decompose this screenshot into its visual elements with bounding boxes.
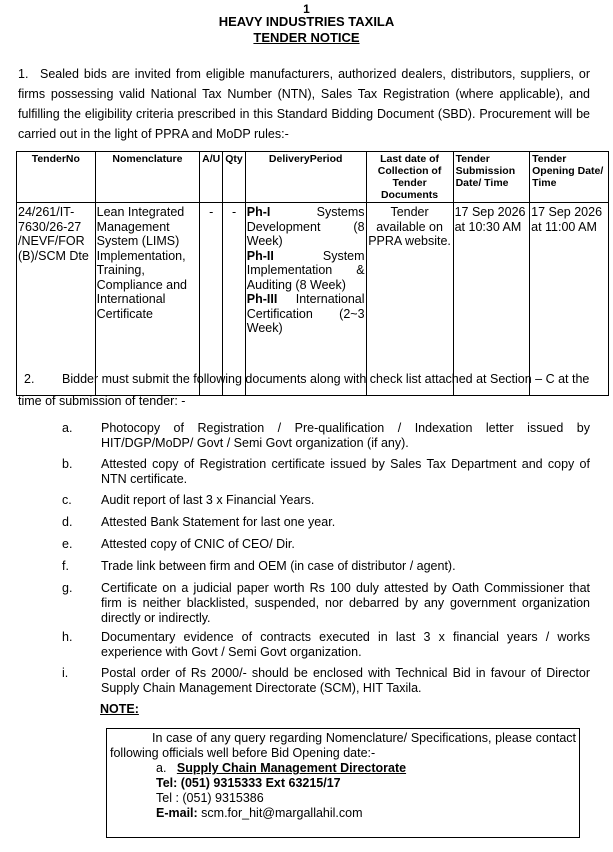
note-heading: NOTE: [100, 702, 139, 716]
list-item-text: Audit report of last 3 x Financial Years. [101, 493, 315, 507]
note-contact-title-line [156, 761, 576, 776]
nomenclature-cell: Lean Integrated Management System (LIMS) Implementation, Training, Compliance and International Certificate [95, 203, 200, 396]
note-intro: In case of any query regarding Nomenclature/ Specifications, please contact following officials well before Bid Opening date:- [110, 731, 576, 760]
list-item-letter: c. [62, 493, 72, 507]
note-email-label: E-mail: [156, 806, 198, 820]
paragraph-2-text: Bidder must submit the following documents along with check list attached at Section – C at the time of submission of tender: - [18, 372, 590, 408]
table-header-cell: Tender Submission Date/ Time [453, 152, 530, 203]
list-item-text: Postal order of Rs 2000/- should be enclosed with Technical Bid in favour of Director Supply Chain Management Directorate (SCM), HIT Taxila. [101, 666, 590, 695]
note-tel-1 [156, 776, 576, 791]
list-item-text: Trade link between firm and OEM (in case of distributor / agent). [101, 559, 456, 573]
list-item-letter: b. [62, 457, 73, 471]
note-email [156, 806, 576, 821]
list-item [62, 559, 590, 574]
note-tel-1-label: Tel: [156, 776, 178, 790]
organization-title: HEAVY INDUSTRIES TAXILA [218, 14, 395, 29]
list-item-text: Attested Bank Statement for last one year. [101, 515, 336, 529]
list-item [62, 537, 590, 552]
list-item [62, 515, 590, 530]
delivery-phase-1: Ph-I Systems Development (8 Week) [246, 205, 365, 248]
note-box [106, 728, 580, 838]
list-item-text: Certificate on a judicial paper worth Rs 100 duly attested by Oath Commissioner that firm is neither blacklisted, suspended, nor debarred by any government organization directly or indirectly. [101, 581, 590, 625]
list-item-text: Documentary evidence of contracts executed in last 3 x financial years / works experience with Govt / Semi Govt organization. [101, 630, 590, 659]
list-item-letter: i. [62, 666, 69, 680]
list-item [62, 581, 590, 626]
table-header-cell: Last date of Collection of Tender Documents [366, 152, 453, 203]
list-item-text: Attested copy of CNIC of CEO/ Dir. [101, 537, 295, 551]
notice-title: TENDER NOTICE [253, 30, 360, 45]
note-contact-title: Supply Chain Management Directorate [176, 761, 407, 775]
list-item-text: Attested copy of Registration certificate issued by Sales Tax Department and copy of NTN certificate. [101, 457, 590, 486]
last-date-cell: Tender available on PPRA website. [366, 203, 453, 396]
list-item [62, 421, 590, 451]
delivery-phase-2: Ph-II System Implementation & Auditing (8 Week) [246, 248, 365, 292]
list-item [62, 457, 590, 487]
page-number: 1 [303, 2, 310, 16]
delivery-phase-3: Ph-III International Certification (2~3 Week) [246, 292, 365, 335]
paragraph-2 [18, 368, 593, 412]
list-item-letter: a. [62, 421, 73, 435]
table-header-cell: DeliveryPeriod [245, 152, 366, 203]
opening-cell: 17 Sep 2026 at 11:00 AM [530, 203, 609, 396]
paragraph-2-number: 2. [24, 372, 35, 386]
table-header-cell: A/U [200, 152, 223, 203]
list-item-letter: d. [62, 515, 73, 529]
paragraph-1-text: Sealed bids are invited from eligible manufacturers, authorized dealers, distributors, suppliers, or firms possessing valid National Tax Number (NTN), Sales Tax Registration (where applicable), and fulfilling the eligibility criteria prescribed in this Standard Bidding Document (SBD). Procurement will be carried out in the light of PPRA and MoDP rules:- [18, 67, 590, 141]
table-header-cell: Qty [223, 152, 246, 203]
table-header-cell: TenderNo [17, 152, 96, 203]
note-email-value[interactable]: scm.for_hit@margallahil.com [201, 806, 363, 820]
paragraph-1-number: 1. [18, 67, 29, 81]
note-tel-2: Tel : (051) 9315386 [156, 791, 264, 805]
list-item-text: Photocopy of Registration / Pre-qualification / Indexation letter issued by HIT/DGP/MoDP/ Govt / Semi Govt organization (if any). [101, 421, 590, 450]
note-tel-1-value: (051) 9315333 Ext 63215/17 [180, 776, 341, 790]
note-contact-letter: a. [156, 761, 167, 775]
list-item [62, 630, 590, 660]
table-header-cell: Tender Opening Date/ Time [530, 152, 609, 203]
list-item [62, 493, 590, 508]
tender-table [16, 151, 609, 396]
submission-cell: 17 Sep 2026 at 10:30 AM [453, 203, 530, 396]
au-cell: - [200, 203, 223, 396]
list-item-letter: f. [62, 559, 69, 573]
list-item-letter: g. [62, 581, 73, 595]
delivery-cell [245, 203, 366, 396]
table-row [17, 203, 609, 396]
table-header-cell: Nomenclature [95, 152, 200, 203]
table-header-row [17, 152, 609, 203]
list-item [62, 666, 590, 696]
paragraph-1 [18, 64, 590, 144]
list-item-letter: h. [62, 630, 73, 644]
list-item-letter: e. [62, 537, 73, 551]
tender-no-cell: 24/261/IT-7630/26-27 /NEVF/FOR (B)/SCM Dte [17, 203, 96, 396]
qty-cell: - [223, 203, 246, 396]
